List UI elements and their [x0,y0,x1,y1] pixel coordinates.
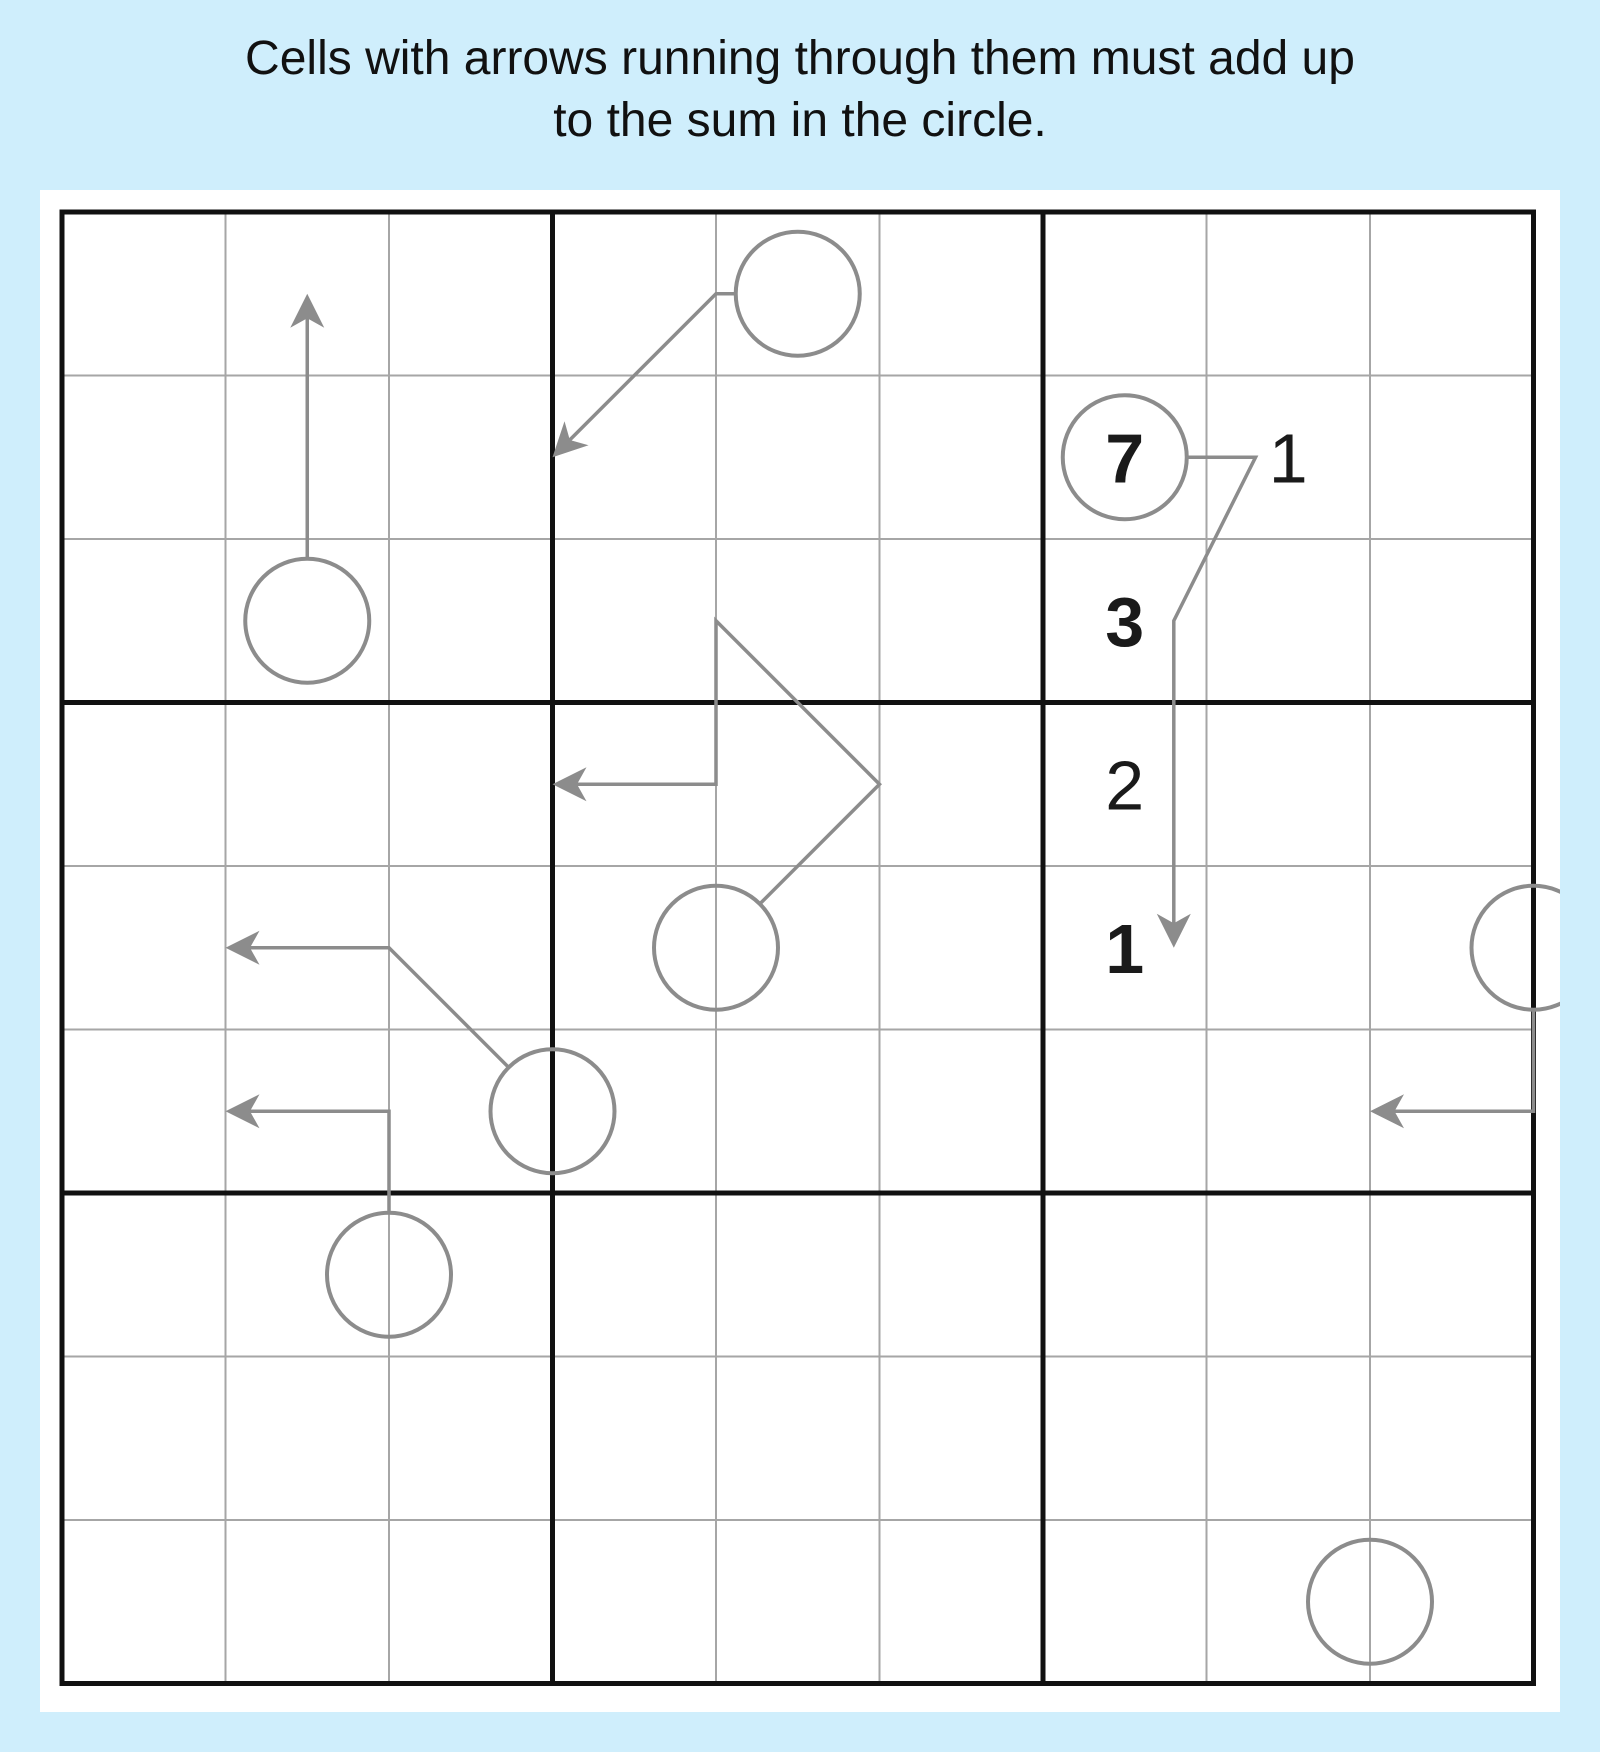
sudoku-cell[interactable] [716,376,880,540]
cell-digit: 1 [1105,909,1145,988]
sudoku-cell[interactable] [716,703,880,867]
sudoku-cell[interactable] [716,539,880,703]
cell-digit: 2 [1105,746,1145,825]
sudoku-cell[interactable] [389,212,553,376]
sudoku-cell[interactable] [389,866,553,1030]
instruction-text [0,28,1600,152]
sudoku-cell[interactable] [553,539,717,703]
sudoku-cell[interactable] [880,376,1044,540]
sudoku-cell[interactable] [62,1357,226,1521]
sudoku-cell[interactable] [1370,539,1534,703]
cell-digit: 7 [1105,419,1145,498]
instruction-line-1: Cells with arrows running through them must add up [245,32,1355,85]
sudoku-cell[interactable] [389,539,553,703]
puzzle-board-panel [40,190,1560,1712]
sudoku-cell[interactable] [62,1030,226,1194]
sudoku-cell[interactable] [226,539,390,703]
sudoku-cell[interactable] [716,1520,880,1684]
sudoku-cell[interactable] [1207,212,1371,376]
sudoku-cell[interactable] [716,1193,880,1357]
sudoku-cell[interactable] [880,703,1044,867]
sudoku-cell[interactable] [716,212,880,376]
sudoku-cell[interactable] [1370,376,1534,540]
sudoku-cell[interactable] [553,1193,717,1357]
sudoku-cell[interactable] [1370,212,1534,376]
sudoku-cell[interactable] [1043,1193,1207,1357]
sudoku-cell[interactable] [553,1357,717,1521]
sudoku-cell[interactable] [62,376,226,540]
sudoku-cell[interactable] [880,1193,1044,1357]
sudoku-cell[interactable] [62,866,226,1030]
sudoku-cell[interactable] [1043,1357,1207,1521]
sudoku-cell[interactable] [553,376,717,540]
sudoku-cell[interactable] [1207,1193,1371,1357]
sudoku-cell[interactable] [553,212,717,376]
sudoku-cell[interactable] [62,539,226,703]
sudoku-cell[interactable] [880,539,1044,703]
sudoku-cell[interactable] [880,1520,1044,1684]
sudoku-cell[interactable] [1207,866,1371,1030]
cell-digit: 1 [1268,419,1308,498]
sudoku-cell[interactable] [1207,703,1371,867]
sudoku-cell[interactable] [1370,1357,1534,1521]
cell-digit: 3 [1105,582,1145,661]
sudoku-cell[interactable] [62,212,226,376]
sudoku-cell[interactable] [1043,1030,1207,1194]
sudoku-cell[interactable] [1207,1030,1371,1194]
sudoku-cell[interactable] [880,866,1044,1030]
sudoku-cell[interactable] [62,1193,226,1357]
sudoku-cell[interactable] [880,212,1044,376]
sudoku-cell[interactable] [389,376,553,540]
instruction-line-2: to the sum in the circle. [553,94,1047,147]
sudoku-cell[interactable] [62,703,226,867]
sudoku-cell[interactable] [1370,1193,1534,1357]
sudoku-cell[interactable] [226,703,390,867]
sudoku-cell[interactable] [62,1520,226,1684]
sudoku-cell[interactable] [1207,1357,1371,1521]
sudoku-cell[interactable] [1043,1520,1207,1684]
sudoku-cell[interactable] [389,1357,553,1521]
sudoku-cell[interactable] [389,703,553,867]
sudoku-cell[interactable] [716,1030,880,1194]
sudoku-cell[interactable] [716,1357,880,1521]
sudoku-cell[interactable] [880,1030,1044,1194]
sudoku-cell[interactable] [1370,703,1534,867]
sudoku-cell[interactable] [226,1520,390,1684]
sudoku-cell[interactable] [880,1357,1044,1521]
sudoku-cell[interactable] [389,1520,553,1684]
sudoku-cell[interactable] [1207,539,1371,703]
sudoku-cell[interactable] [1043,212,1207,376]
sudoku-cell[interactable] [553,1520,717,1684]
sudoku-cell[interactable] [226,1357,390,1521]
arrow-sudoku-grid [40,190,1560,1712]
